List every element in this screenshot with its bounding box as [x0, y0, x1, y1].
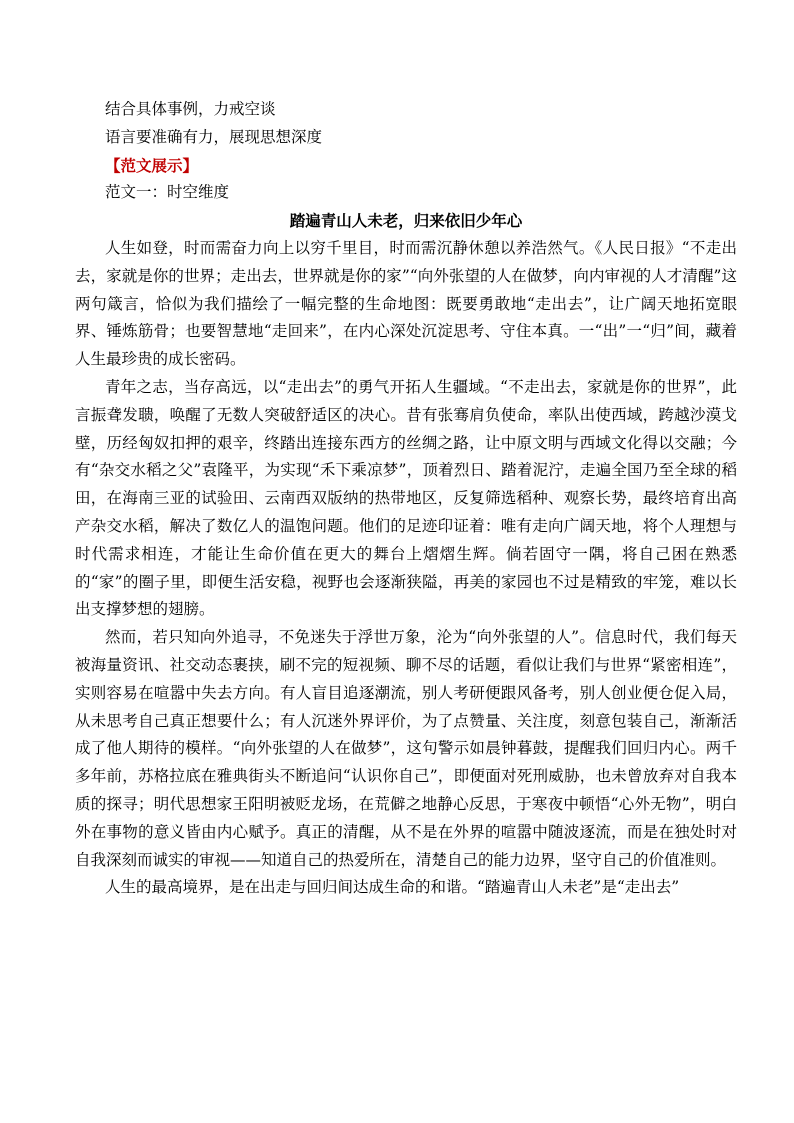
intro-line-1: 结合具体事例，力戒空谈: [105, 100, 276, 118]
essay-paragraph-4: 人生的最高境界，是在出走与回归间达成生命的和谐。“踏遍青山人未老”是“走出去”: [105, 878, 680, 897]
document-content: [75, 96, 737, 902]
intro-line-2: 语言要准确有力，展现思想深度: [105, 127, 323, 146]
essay-paragraph-3: 然而，若只知向外追寻，不免迷失于浮世万象，沦为“向外张望的人”。信息时代，我们每天被海量资讯、社交动态裹挟，刷不完的短视频、聊不尽的话题，看似让我们与世界“紧密相连”，实则容易在喧嚣中失去方向。有人盲目追逐潮流，别人考研便跟风备考，别人创业便仓促入局，从未思考自己真正想要什么；有人沉迷外界评价，为了点赞量、关注度，刻意包装自己，渐渐活成了他人期待的模样。“向外张望的人在做梦”，这句警示如晨钟暮鼓，提醒我们回归内心。两千多年前，苏格拉底在雅典街头不断追问“认识你自己”，即便面对死刑威胁，也未曾放弃对自我本质的探寻；明代思想家王阳明被贬龙场，在荒僻之地静心反思，于寒夜中顿悟“心外无物”，明白外在事物的意义皆由内心赋予。真正的清醒，从不是在外界的喧嚣中随波逐流，而是在独处时对自我深刻而诚实的审视——知道自己的热爱所在，清楚自己的能力边界，坚守自己的价值准则。: [75, 628, 737, 869]
essay-paragraph-1: 人生如登，时而需奋力向上以穷千里目，时而需沉静休憩以养浩然气。《人民日报》“不走出去，家就是你的世界；走出去，世界就是你的家”“向外张望的人在做梦，向内审视的人才清醒”这两句箴言，恰似为我们描绘了一幅完整的生命地图：既要勇敢地“走出去”，让广阔天地拓宽眼界、锤炼筋骨；也要智慧地“走回来”，在内心深处沉淀思考、守住本真。一“出”一“归”间，藏着人生最珍贵的成长密码。: [75, 238, 737, 369]
essay-paragraph-2: 青年之志，当存高远，以“走出去”的勇气开拓人生疆域。“不走出去，家就是你的世界”，此言振聋发聩，唤醒了无数人突破舒适区的决心。昔有张骞肩负使命，率队出使西域，跨越沙漠戈壁，历经匈奴扣押的艰辛，终踏出连接东西方的丝绸之路，让中原文明与西域文化得以交融；今有“杂交水稻之父”袁隆平，为实现“禾下乘凉梦”，顶着烈日、踏着泥泞，走遍全国乃至全球的稻田，在海南三亚的试验田、云南西双版纳的热带地区，反复筛选稻种、观察长势，最终培育出高产杂交水稻，解决了数亿人的温饱问题。他们的足迹印证着：唯有走向广阔天地，将个人理想与时代需求相连，才能让生命价值在更大的舞台上熠熠生辉。倘若固守一隅，将自己困在熟悉的“家”的圈子里，即便生活安稳，视野也会逐渐狭隘，再美的家园也不过是精致的牢笼，难以长出支撑梦想的翅膀。: [75, 377, 737, 619]
section-heading: 【范文展示】: [105, 155, 199, 175]
essay-title: 踏遍青山人未老，归来依旧少年心: [289, 211, 523, 231]
essay-label: 范文一：时空维度: [105, 183, 230, 202]
